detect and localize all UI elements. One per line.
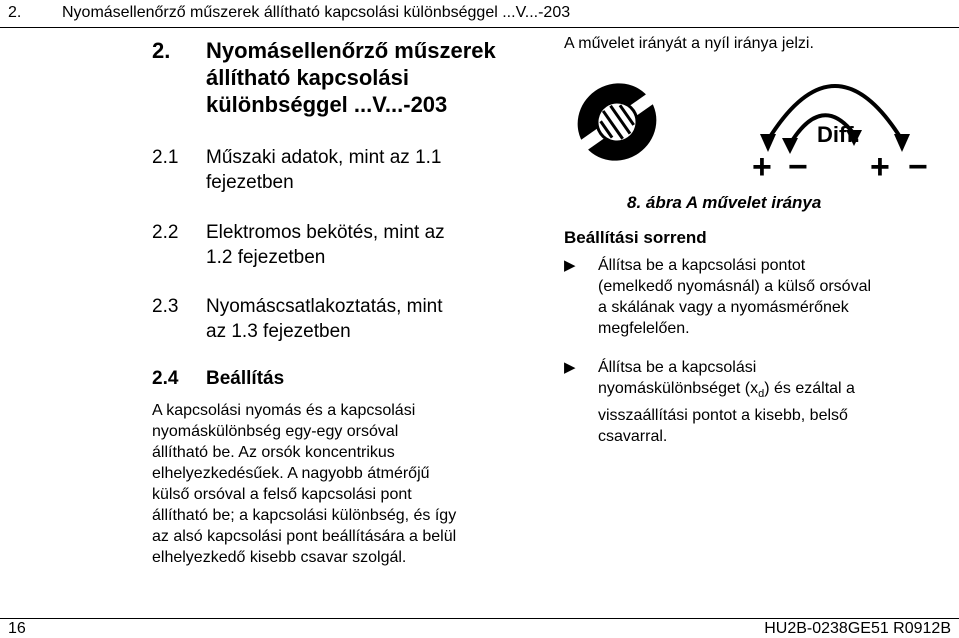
paragraph-line: nyomáskülönbség egy-egy orsóval	[152, 423, 399, 440]
plus-sign: +	[870, 148, 890, 186]
step-line	[598, 378, 855, 405]
subsection-number: 2.2	[152, 222, 179, 243]
bullet-arrow-icon: ▶	[564, 359, 576, 376]
section-heading	[152, 37, 552, 121]
footer-divider	[0, 618, 959, 619]
figure-caption: 8. ábra A művelet iránya	[627, 193, 822, 212]
step-line: csavarral.	[598, 428, 668, 446]
paragraph-line: állítható be. Az orsók koncentrikus	[152, 444, 395, 461]
direction-figure	[562, 72, 942, 188]
subsection-title-line: 1.2 fejezetben	[206, 247, 326, 268]
section-title-line: különbséggel ...V...-203	[206, 92, 448, 117]
subscript-d: d	[758, 388, 765, 401]
section-title-line: állítható kapcsolási	[206, 65, 409, 90]
subsection-title-line: Beállítás	[206, 368, 285, 389]
step-line: a skálának vagy a nyomásmérőnek	[598, 299, 849, 316]
subsection-title-line: az 1.3 fejezetben	[206, 321, 351, 342]
procedure-title: Beállítási sorrend	[564, 228, 707, 247]
screw-icon	[562, 72, 678, 181]
subsection-number: 2.1	[152, 147, 179, 168]
subsection-title-line: Nyomáscsatlakoztatás, mint	[206, 296, 443, 317]
settings-paragraph	[152, 400, 456, 568]
header-chapter-number: 2.	[8, 4, 22, 21]
minus-sign: −	[788, 148, 808, 186]
page-number: 16	[8, 620, 26, 637]
section-number: 2.	[152, 38, 171, 63]
subsection-number: 2.4	[152, 368, 179, 389]
direction-note: A művelet irányát a nyíl iránya jelzi.	[564, 35, 814, 52]
diff-label: Diff.	[817, 122, 860, 147]
step-line: megfelelően.	[598, 320, 690, 337]
document-code: HU2B-0238GE51 R0912B	[764, 620, 951, 637]
header-chapter-title: Nyomásellenőrző műszerek állítható kapcsolási különbséggel ...V...-203	[62, 4, 571, 21]
subsection-title-line: Elektromos bekötés, mint az	[206, 222, 445, 243]
minus-sign: −	[908, 148, 928, 186]
subsection-title-line: fejezetben	[206, 172, 294, 193]
paragraph-line: az alsó kapcsolási pont beállítására a belül	[152, 528, 457, 545]
bullet-arrow-icon: ▶	[564, 257, 576, 274]
subsection-title-line: Műszaki adatok, mint az 1.1	[206, 147, 442, 168]
step-line: Állítsa be a kapcsolási	[598, 359, 757, 376]
step-line: Állítsa be a kapcsolási pontot	[598, 257, 806, 274]
paragraph-line: elhelyezkedő kisebb csavar szolgál.	[152, 549, 407, 566]
paragraph-line: állítható be; a kapcsolási különbség, és így	[152, 507, 457, 524]
paragraph-line: külső orsóval a felső kapcsolási pont	[152, 486, 412, 503]
step-line-suffix: ) és ezáltal a	[764, 380, 855, 397]
plus-sign: +	[752, 148, 772, 186]
section-title-line: Nyomásellenőrző műszerek	[206, 38, 496, 63]
paragraph-line: A kapcsolási nyomás és a kapcsolási	[152, 402, 416, 419]
header-divider	[0, 27, 959, 28]
paragraph-line: elhelyezkedésűek. A nagyobb átmérőjű	[152, 465, 430, 482]
step-line: visszaállítási pontot a kisebb, belső	[598, 407, 848, 425]
step-line: (emelkedő nyomásnál) a külső orsóval	[598, 278, 872, 295]
subsection-number: 2.3	[152, 296, 179, 317]
step-line-text: nyomáskülönbséget (x	[598, 380, 759, 397]
